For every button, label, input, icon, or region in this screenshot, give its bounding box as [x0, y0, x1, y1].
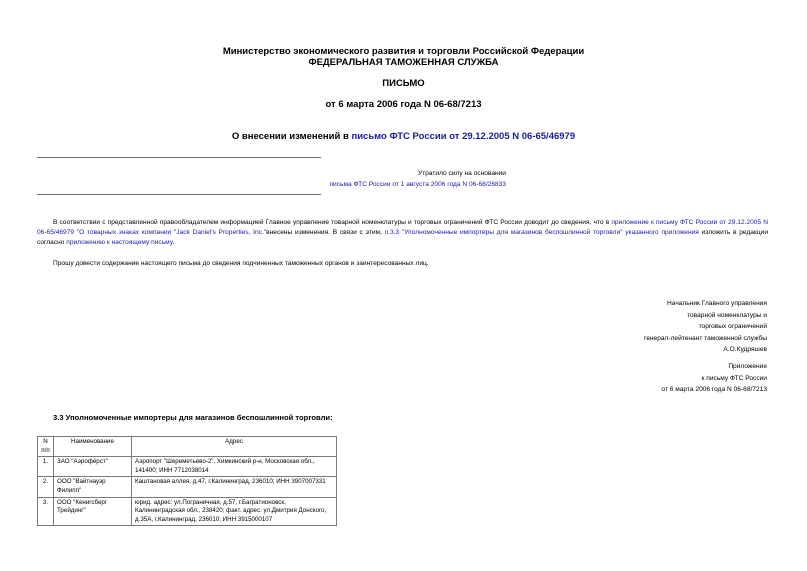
clause-link[interactable]: п.3.3 "Уполномоченные импортеры для магазинов беспошлинной торговли" указанного приложения [384, 229, 699, 236]
subject-link[interactable]: письмо ФТС России от 29.12.2005 N 06-65/46979 [351, 131, 576, 142]
header-addr: Адрес [132, 437, 337, 457]
header-num [38, 437, 54, 457]
cell-num: 2. [38, 477, 54, 497]
importers-table [37, 436, 337, 526]
signature-line: товарной номенклатуры и [687, 311, 767, 319]
appendix-link[interactable]: приложение к письму ФТС России от 29.12.2005 N 06-65/46979 "О товарных знаках компании "Jack Daniel's Properties, Inc." [37, 219, 768, 236]
cell-name: ООО "Кенигсберг Трейдинг" [54, 497, 132, 526]
paragraph-main [37, 218, 768, 248]
paragraph-request: Прошу довести содержание настоящего письма до сведения подчиненных таможенных органов и заинтересованных лиц. [53, 260, 429, 267]
cell-num: 1. [38, 457, 54, 477]
cell-addr: Аэропорт "Шереметьево-2", Химкинский р-н, Московская обл., 141400; ИНН 7712038014 [132, 457, 337, 477]
table-row [38, 477, 337, 497]
appendix-block [661, 361, 767, 396]
service-heading: ФЕДЕРАЛЬНАЯ ТАМОЖЕННАЯ СЛУЖБА [308, 57, 499, 68]
paragraph-text-1: В соответствии с представленной правообладателем информацией Главное управление товарной номенклатуры и торговых ограничений ФТС России доводит до сведения, что в [53, 219, 612, 226]
table-row [38, 497, 337, 526]
appendix-line: к письму ФТС России [701, 374, 767, 382]
table-row [38, 457, 337, 477]
repeal-note: Утратило силу на основании [418, 170, 506, 177]
header-num-line2: п/п [41, 446, 50, 454]
cell-name: ООО "Вайтнауэр Филипп" [54, 477, 132, 497]
divider-top [37, 157, 321, 158]
cell-addr: юрид. адрес: ул.Пограничная, д.57, г.Багратионовск, Калининградская обл., 238420; факт. адрес: ул.Дмитрия Донского, д.35А, г.Калининград, 236010; ИНН 3915000107 [132, 497, 337, 526]
divider-bottom [37, 194, 321, 195]
signature-name: А.О.Кудряшев [723, 346, 767, 353]
subject-prefix: О внесении изменений в [231, 131, 352, 142]
ministry-heading: Министерство экономического развития и торговли Российской Федерации [222, 46, 585, 57]
table-header-row [38, 437, 337, 457]
cell-addr: Каштановая аллея, д.47, г.Калининград, 236010; ИНН 3907007331 [132, 477, 337, 497]
paragraph-text-2: внесены изменения. В связи с этим, [266, 229, 385, 236]
paragraph-text-4: . [172, 239, 175, 246]
header-num-line1: N [43, 438, 48, 445]
signature-line: торговых ограничений [698, 323, 767, 330]
doc-date-heading: от 6 марта 2006 года N 06-68/7213 [325, 99, 482, 110]
current-appendix-link[interactable]: приложению к настоящему письму [66, 239, 173, 246]
cell-num: 3. [38, 497, 54, 526]
doc-type-heading: ПИСЬМО [382, 78, 425, 89]
section-title: 3.3 Уполномоченные импортеры для магазинов беспошлинной торговли: [53, 413, 333, 422]
appendix-line: от 6 марта 2006 года N 06-68/7213 [661, 386, 767, 393]
paragraph-text-3: изложить в редакции согласно [37, 229, 768, 246]
signature-line: Начальник Главного управления [667, 300, 767, 307]
cell-name: ЗАО "Аэрофёрст" [54, 457, 132, 477]
header-name: Наименование [54, 437, 132, 457]
appendix-line: Приложение [728, 363, 767, 370]
repeal-link[interactable]: письма ФТС России от 1 августа 2006 года N 06-68/26833 [329, 181, 506, 188]
signature-line: генерал-лейтенант таможенной службы [643, 334, 767, 342]
signature-block [644, 298, 767, 356]
subject-title [0, 131, 807, 142]
